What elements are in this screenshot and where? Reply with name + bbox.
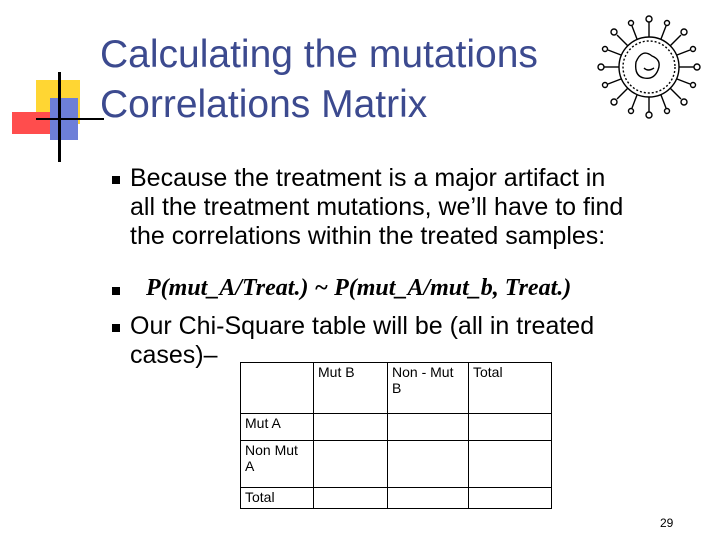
table-cell <box>469 414 552 441</box>
table-row <box>241 488 552 509</box>
square-bullet-icon <box>112 176 120 184</box>
bullet-1-line-1: Because the treatment is a major artifact in <box>130 164 606 192</box>
table-header-cell: Total <box>469 363 552 414</box>
table-header-cell: Non - Mut B <box>388 363 469 414</box>
chi-square-table <box>240 362 552 509</box>
table-cell <box>314 488 388 509</box>
table-cell <box>469 488 552 509</box>
table-header-row <box>241 363 552 414</box>
table-row <box>241 414 552 441</box>
table-cell <box>314 414 388 441</box>
square-bullet-icon <box>112 287 120 295</box>
table-row <box>241 441 552 488</box>
bullet-3-line-1: Our Chi-Square table will be (all in treated <box>130 312 595 340</box>
table-row-label: Mut A <box>241 414 314 441</box>
table-cell <box>388 441 469 488</box>
bullet-3-line-2: cases)– <box>130 341 218 369</box>
square-bullet-icon <box>112 324 120 332</box>
decor-vertical-line <box>58 72 61 162</box>
slide-title <box>100 30 620 130</box>
table-cell <box>388 488 469 509</box>
table-corner-cell <box>241 363 314 414</box>
formula-line: P(mut_A/Treat.) ~ P(mut_A/mut_b, Treat.) <box>146 275 572 301</box>
table-cell <box>388 414 469 441</box>
bullet-1-line-2: all the treatment mutations, we’ll have to find <box>130 193 624 221</box>
bullet-1-line-3: the correlations within the treated samples: <box>130 222 606 250</box>
table-row-label: Non Mut A <box>241 441 314 488</box>
table-row-label: Total <box>241 488 314 509</box>
title-line-1: Calculating the mutations <box>100 33 538 76</box>
page-number: 29 <box>660 516 674 530</box>
virus-logo-icon <box>592 10 706 124</box>
decor-horizontal-line <box>36 118 104 120</box>
table-cell <box>469 441 552 488</box>
table-header-cell: Mut B <box>314 363 388 414</box>
title-line-2: Correlations Matrix <box>100 83 428 126</box>
table-cell <box>314 441 388 488</box>
